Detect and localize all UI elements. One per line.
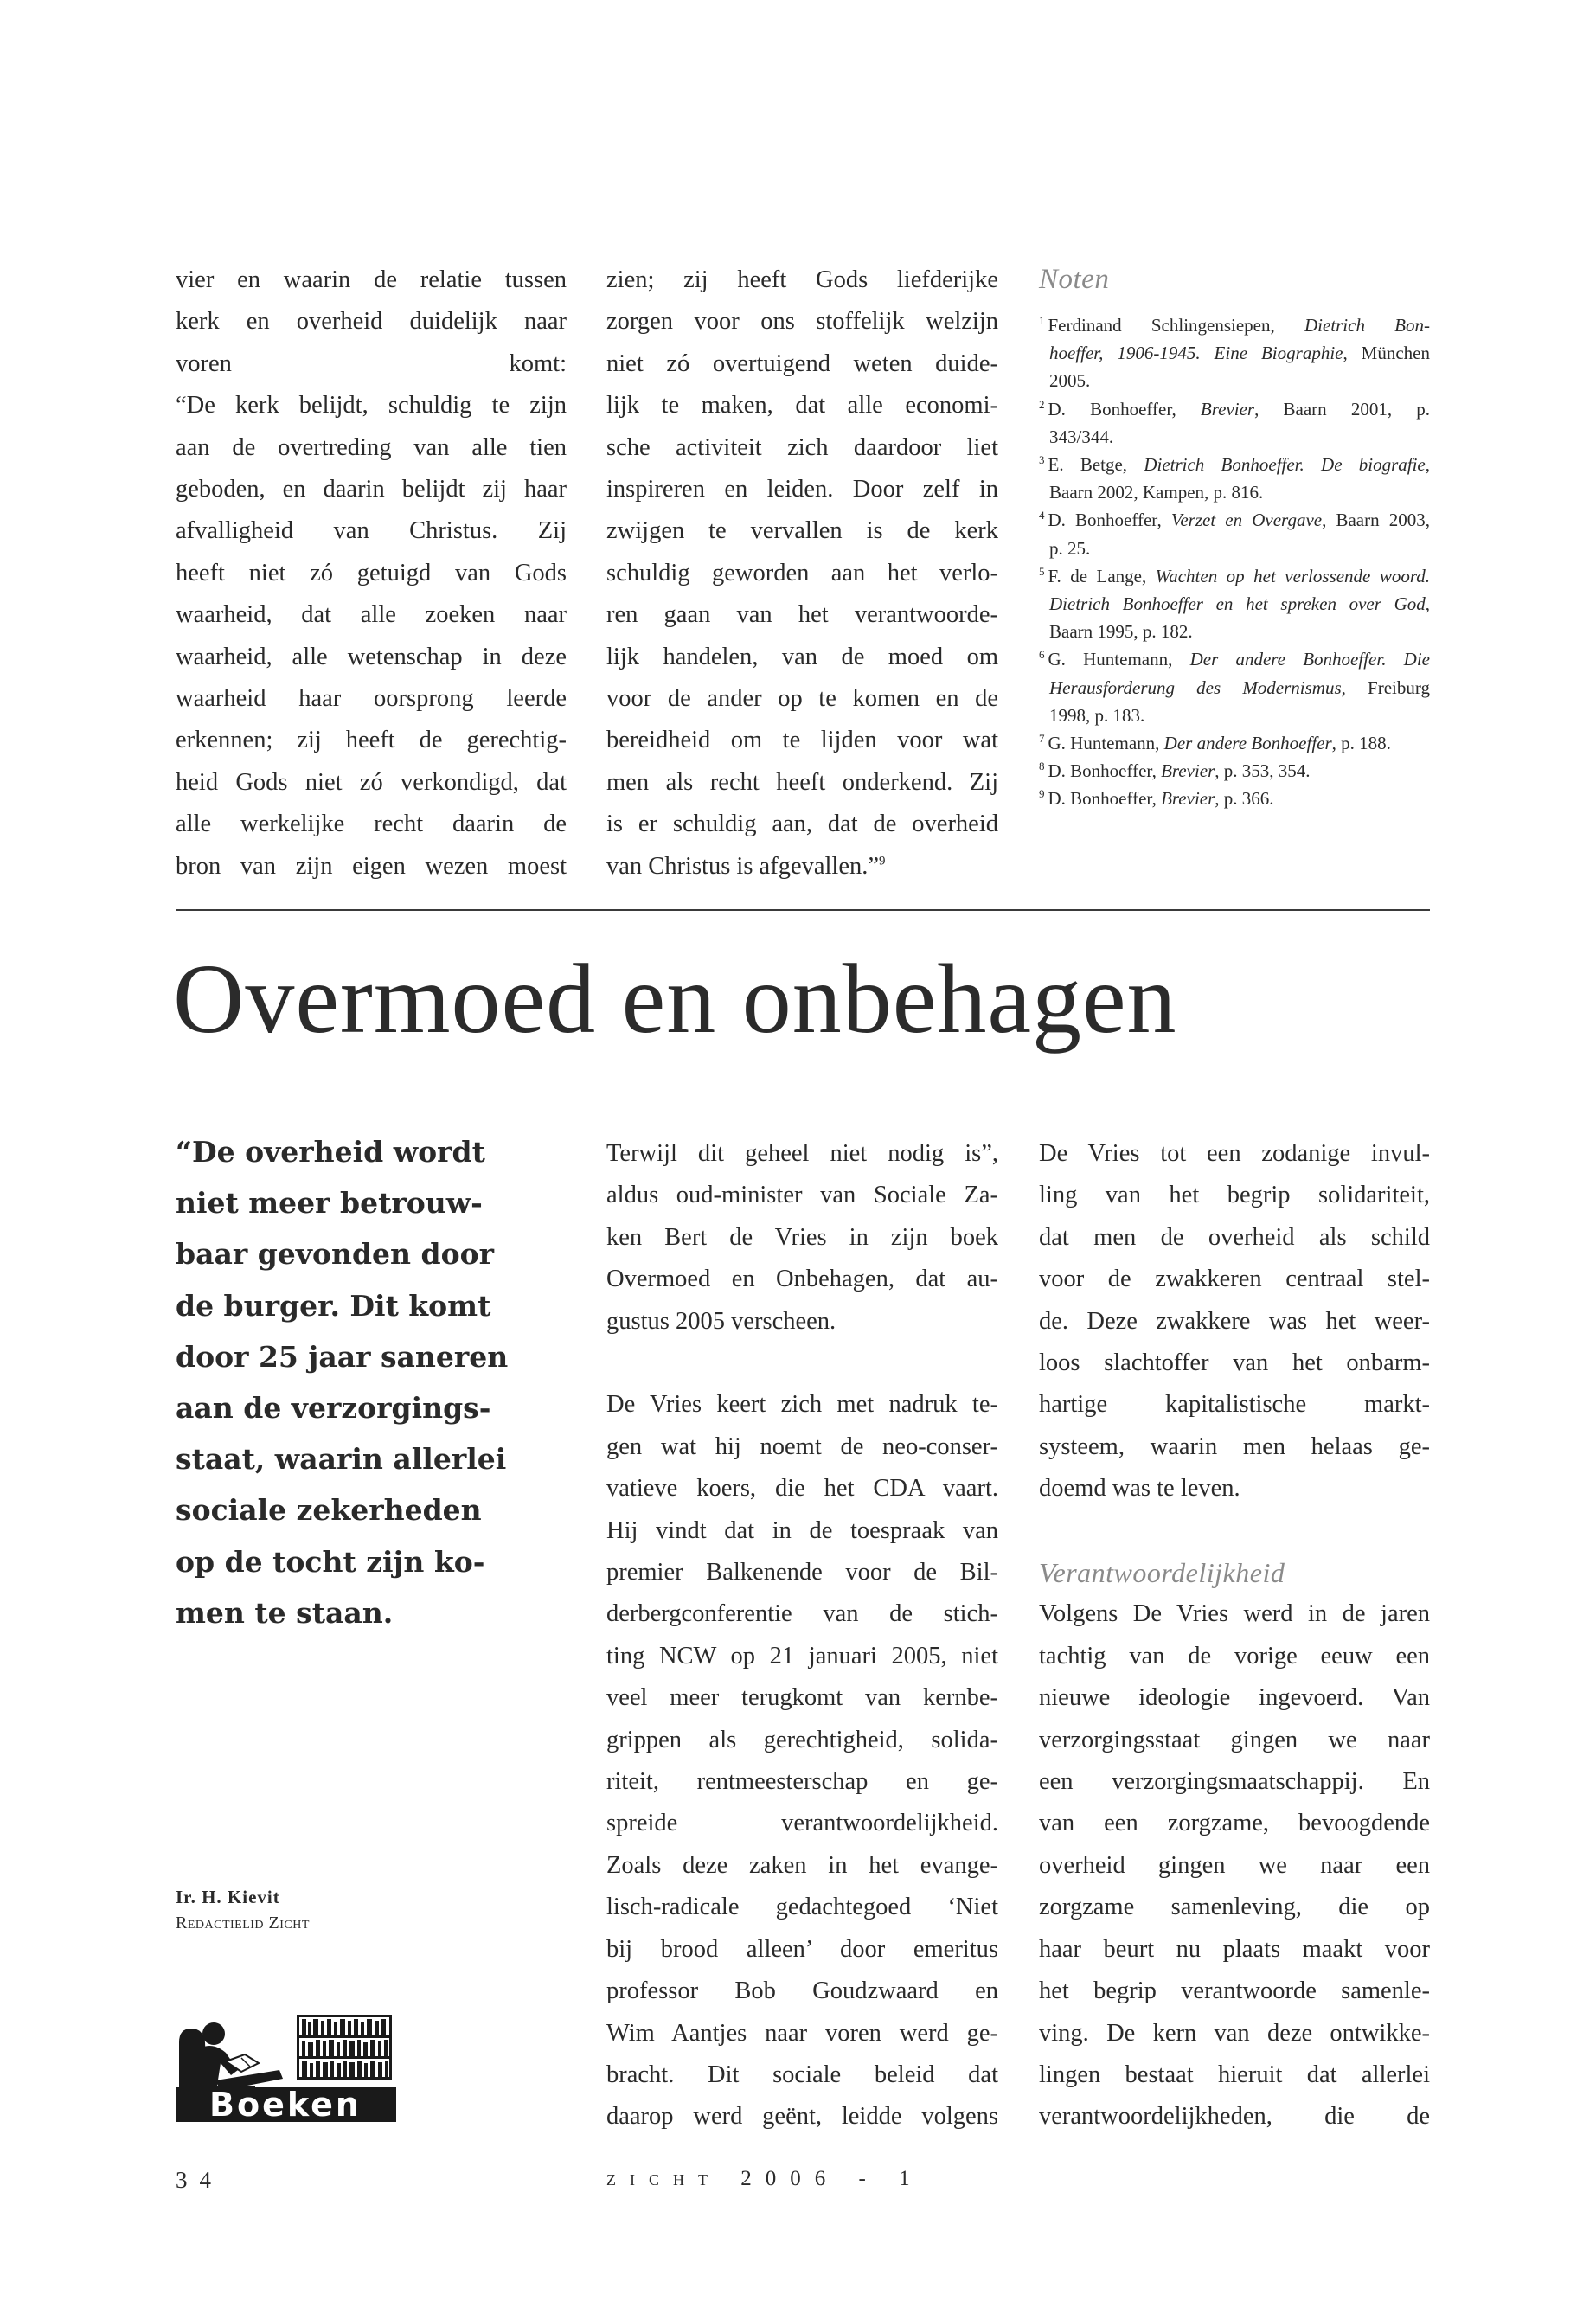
footnote-text: 343/344. xyxy=(1049,426,1114,447)
body-line: riteit, rentmeesterschap en ge- xyxy=(606,1768,998,1796)
footnote-line xyxy=(1039,702,1430,729)
body-line: het begrip verantwoorde samenle- xyxy=(1039,1977,1430,2005)
body-line: men als recht heeft onderkend. Zij xyxy=(606,768,998,796)
notes-list xyxy=(1039,311,1430,813)
footnote-text: 2005. xyxy=(1049,370,1091,392)
footnote-text: Baarn 1995, p. 182. xyxy=(1049,621,1193,643)
continuation-last-line xyxy=(606,846,998,888)
footnote-line xyxy=(1039,757,1430,785)
pull-quote-line: niet meer betrouw- xyxy=(176,1186,483,1221)
article-title: Overmoed en onbehagen xyxy=(173,944,1177,1054)
body-line: grippen als gerechtigheid, solida- xyxy=(606,1726,998,1753)
body-line: ving. De kern van deze ontwikke- xyxy=(1039,2019,1430,2047)
body-line: heid Gods niet zó verkondigd, dat xyxy=(176,768,567,796)
footnote-number: 9 xyxy=(1039,787,1045,801)
footnote-line xyxy=(1039,339,1430,367)
body-line: voor de zwakkeren centraal stel- xyxy=(1039,1266,1430,1293)
boeken-logo xyxy=(176,2009,396,2122)
body-line: ken Bert de Vries in zijn boek xyxy=(606,1223,998,1251)
body-line: lijk te maken, dat alle economi- xyxy=(606,392,998,420)
body-line: lingen bestaat hieruit dat allerlei xyxy=(1039,2061,1430,2088)
body-line: sche activiteit zich daardoor liet xyxy=(606,433,998,461)
footnote-line xyxy=(1039,311,1430,339)
footnote-text: D. Bonhoeffer, Brevier, Baarn 2001, p. xyxy=(1048,398,1430,420)
body-line: vatieve koers, die het CDA vaart. xyxy=(606,1475,998,1503)
article-col2-paragraph-1 xyxy=(606,1133,998,1343)
pull-quote-line: men te staan. xyxy=(176,1595,394,1630)
body-line: Terwijl dit geheel niet nodig is”, xyxy=(606,1140,998,1167)
paragraph-gap xyxy=(1039,1510,1430,1552)
continuation-last-line-text: van Christus is afgevallen.” xyxy=(606,852,880,880)
pull-quote xyxy=(176,1126,509,1638)
footnote-item xyxy=(1039,645,1430,729)
footnote-item xyxy=(1039,506,1430,561)
pull-quote-line: aan de verzorgings- xyxy=(176,1391,491,1426)
body-line: niet zó overtuigend weten duide- xyxy=(606,349,998,377)
body-line: bereidheid om te lijden voor wat xyxy=(606,727,998,754)
article-column-2 xyxy=(606,1133,998,2138)
body-line: spreide verantwoordelijkheid. xyxy=(606,1810,998,1837)
body-line: alle werkelijke recht daarin de xyxy=(176,811,567,838)
body-line: aldus oud-minister van Sociale Za- xyxy=(606,1182,998,1209)
author-block xyxy=(176,1884,310,1936)
body-line: is er schuldig aan, dat de overheid xyxy=(606,811,998,838)
body-line: lijk handelen, van de moed om xyxy=(606,643,998,670)
body-line: Hij vindt dat in de toespraak van xyxy=(606,1516,998,1544)
footnote-text: D. Bonhoeffer, Brevier, p. 353, 354. xyxy=(1048,760,1311,782)
body-line: professor Bob Goudzwaard en xyxy=(606,1977,998,2005)
body-line: verantwoordelijkheden, die de xyxy=(1039,2103,1430,2131)
body-line: gen wat hij noemt de neo-conser- xyxy=(606,1433,998,1460)
footnote-line xyxy=(1039,506,1430,534)
body-line: voor de ander op te komen en de xyxy=(606,685,998,713)
footnote-line xyxy=(1039,674,1430,702)
footnote-text: 1998, p. 183. xyxy=(1049,704,1145,726)
notes-column xyxy=(1039,260,1430,813)
footnote-item xyxy=(1039,757,1430,785)
footnote-item xyxy=(1039,562,1430,646)
body-line: loos slachtoffer van het onbarm- xyxy=(1039,1349,1430,1377)
footnote-item xyxy=(1039,311,1430,395)
body-line: de. Deze zwakkere was het weer- xyxy=(1039,1307,1430,1335)
footnote-number: 6 xyxy=(1039,648,1045,662)
body-line: bron van zijn eigen wezen moest xyxy=(176,852,567,880)
body-line: voren komt: xyxy=(176,349,567,377)
page-number: 34 xyxy=(176,2167,223,2193)
body-line: systeem, waarin men helaas ge- xyxy=(1039,1433,1430,1460)
body-line: Wim Aantjes naar voren werd ge- xyxy=(606,2019,998,2047)
body-line: waarheid haar oorsprong leerde xyxy=(176,685,567,713)
body-line: zien; zij heeft Gods liefderijke xyxy=(606,266,998,293)
body-line: overheid gingen we naar een xyxy=(1039,1851,1430,1879)
body-line: aan de overtreding van alle tien xyxy=(176,433,567,461)
section-divider xyxy=(176,909,1430,911)
footnote-item xyxy=(1039,729,1430,757)
footnote-line xyxy=(1039,785,1430,812)
body-line: van een zorgzame, bevoogdende xyxy=(1039,1810,1430,1837)
body-line: afvalligheid van Christus. Zij xyxy=(176,517,567,545)
footnote-text: D. Bonhoeffer, Brevier, p. 366. xyxy=(1048,788,1274,810)
body-line: verzorgingsstaat gingen we naar xyxy=(1039,1726,1430,1753)
body-line: dat men de overheid als schild xyxy=(1039,1223,1430,1251)
body-line: heeft niet zó getuigd van Gods xyxy=(176,559,567,586)
footnote-line xyxy=(1039,451,1430,478)
body-line: nieuwe ideologie ingevoerd. Van xyxy=(1039,1684,1430,1712)
body-line: waarheid, alle wetenschap in deze xyxy=(176,643,567,670)
notes-heading: Noten xyxy=(1039,264,1110,295)
article-col3-paragraph-1 xyxy=(1039,1133,1430,1510)
footnote-item xyxy=(1039,785,1430,812)
body-line: Overmoed en Onbehagen, dat au- xyxy=(606,1266,998,1293)
footnote-line xyxy=(1039,423,1430,451)
footnote-number: 3 xyxy=(1039,453,1045,467)
article-col3-paragraph-2 xyxy=(1039,1593,1430,2138)
body-line: geboden, en daarin belijdt zij haar xyxy=(176,476,567,503)
continuation-column-2-lines xyxy=(606,260,998,846)
footnote-line xyxy=(1039,395,1430,423)
body-line: Zoals deze zaken in het evange- xyxy=(606,1851,998,1879)
body-line: zorgen voor ons stoffelijk welzijn xyxy=(606,308,998,336)
footnote-text: Dietrich Bonhoeffer en het spreken over God, xyxy=(1049,593,1430,615)
footnote-line xyxy=(1039,367,1430,394)
paragraph-gap xyxy=(606,1343,998,1384)
body-line: erkennen; zij heeft de gerechtig- xyxy=(176,727,567,754)
footnote-ref: 9 xyxy=(879,854,886,868)
body-line: veel meer terugkomt van kernbe- xyxy=(606,1684,998,1712)
subheading: Verantwoordelijkheid xyxy=(1039,1557,1285,1589)
logo-text: Boeken xyxy=(209,2086,362,2122)
footnote-text: Herausforderung des Modernismus, Freiburg xyxy=(1049,676,1430,698)
footnote-line xyxy=(1039,562,1430,590)
body-line: ren gaan van het verantwoorde- xyxy=(606,601,998,629)
body-line: De Vries keert zich met nadruk te- xyxy=(606,1391,998,1419)
body-line: schuldig geworden aan het verlo- xyxy=(606,559,998,586)
body-line: ting NCW op 21 januari 2005, niet xyxy=(606,1642,998,1670)
pull-quote-line: baar gevonden door xyxy=(176,1237,494,1272)
body-line: premier Balkenende voor de Bil- xyxy=(606,1559,998,1586)
body-line: hartige kapitalistische markt- xyxy=(1039,1391,1430,1419)
body-line: “De kerk belijdt, schuldig te zijn xyxy=(176,392,567,420)
footnote-number: 7 xyxy=(1039,732,1045,746)
body-line: een verzorgingsmaatschappij. En xyxy=(1039,1768,1430,1796)
journal-footer: zicht 2006 - 1 xyxy=(606,2167,924,2190)
body-line: doemd was te leven. xyxy=(1039,1475,1240,1503)
article-col2-paragraph-2 xyxy=(606,1384,998,2138)
footnote-text: hoeffer, 1906-1945. Eine Biographie, München xyxy=(1049,343,1430,364)
body-line: inspireren en leiden. Door zelf in xyxy=(606,476,998,503)
footnote-number: 5 xyxy=(1039,564,1045,578)
footnote-number: 2 xyxy=(1039,397,1045,411)
footnote-line xyxy=(1039,590,1430,618)
author-name: Ir. H. Kievit xyxy=(176,1887,280,1907)
footnote-line xyxy=(1039,535,1430,562)
body-line: zorgzame samenleving, die op xyxy=(1039,1894,1430,1921)
continuation-column-1 xyxy=(176,260,567,888)
body-line: waarheid, dat alle zoeken naar xyxy=(176,601,567,629)
body-line: zwijgen te vervallen is de kerk xyxy=(606,517,998,545)
footnote-line xyxy=(1039,645,1430,673)
pull-quote-line: de burger. Dit komt xyxy=(176,1288,491,1323)
body-line: tachtig van de vorige eeuw een xyxy=(1039,1642,1430,1670)
footnote-number: 8 xyxy=(1039,760,1045,773)
footnote-number: 1 xyxy=(1039,314,1045,327)
footnote-text: F. de Lange, Wachten op het verlossende woord. xyxy=(1048,565,1430,586)
footnote-line xyxy=(1039,618,1430,645)
footnote-text: Ferdinand Schlingensiepen, Dietrich Bon- xyxy=(1048,315,1430,336)
article-column-3 xyxy=(1039,1133,1430,2138)
footnote-text: G. Huntemann, Der andere Bonhoeffer, p. 188. xyxy=(1048,733,1391,754)
pull-quote-line: sociale zekerheden xyxy=(176,1493,482,1528)
footnote-item xyxy=(1039,395,1430,451)
body-line: De Vries tot een zodanige invul- xyxy=(1039,1140,1430,1167)
footnote-text: p. 25. xyxy=(1049,537,1091,559)
body-line: haar beurt nu plaats maakt voor xyxy=(1039,1935,1430,1963)
body-line: bracht. Dit sociale beleid dat xyxy=(606,2061,998,2088)
body-line: kerk en overheid duidelijk naar xyxy=(176,308,567,336)
author-role: Redactielid Zicht xyxy=(176,1913,310,1932)
footnote-line xyxy=(1039,729,1430,757)
body-line: Volgens De Vries werd in de jaren xyxy=(1039,1600,1430,1628)
footnote-text: D. Bonhoeffer, Verzet en Overgave, Baarn 2003, xyxy=(1048,510,1430,531)
body-line: daarop werd geënt, leidde volgens xyxy=(606,2103,998,2131)
footnote-number: 4 xyxy=(1039,509,1045,522)
body-line: derbergconferentie van de stich- xyxy=(606,1600,998,1628)
pull-quote-line: “De overheid wordt xyxy=(176,1135,485,1169)
body-line: gustus 2005 verscheen. xyxy=(606,1307,836,1335)
footnote-text: G. Huntemann, Der andere Bonhoeffer. Die xyxy=(1048,649,1430,670)
pull-quote-line: door 25 jaar saneren xyxy=(176,1339,509,1374)
body-line: lisch-radicale gedachtegoed ‘Niet xyxy=(606,1894,998,1921)
continuation-column-2 xyxy=(606,260,998,888)
body-line: vier en waarin de relatie tussen xyxy=(176,266,567,293)
body-line: bij brood alleen’ door emeritus xyxy=(606,1935,998,1963)
footnote-item xyxy=(1039,451,1430,506)
footnote-line xyxy=(1039,478,1430,506)
pull-quote-line: op de tocht zijn ko- xyxy=(176,1544,485,1579)
footnote-text: Baarn 2002, Kampen, p. 816. xyxy=(1049,482,1264,503)
pull-quote-line: staat, waarin allerlei xyxy=(176,1442,507,1477)
body-line: ling van het begrip solidariteit, xyxy=(1039,1182,1430,1209)
footnote-text: E. Betge, Dietrich Bonhoeffer. De biografie, xyxy=(1048,454,1431,476)
